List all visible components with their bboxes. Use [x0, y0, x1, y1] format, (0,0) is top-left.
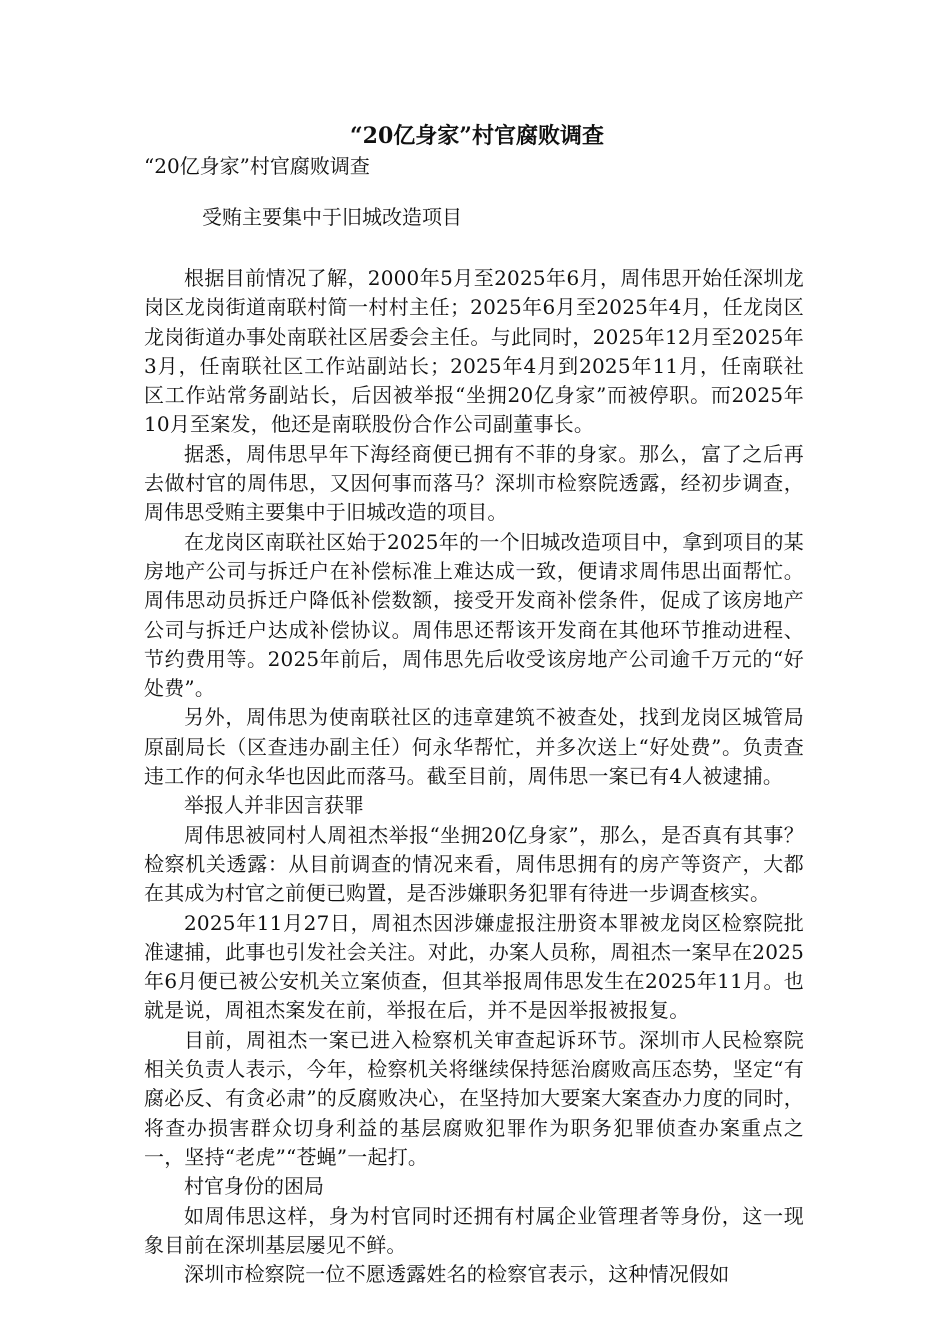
paragraph: 目前，周祖杰一案已进入检察机关审查起诉环节。深圳市人民检察院相关负责人表示，今年，检察机关将继续保持惩治腐败高压态势，坚定“有腐必反、有贪必肃”的反腐败决心，在坚持加大要案大案查办力度的同时，将查办损害群众切身利益的基层腐败犯罪作为职务犯罪侦查办案重点之一，坚持“老虎”“苍蝇”一起打。: [144, 1027, 804, 1169]
document-subtitle: “20亿身家”村官腐败调查: [144, 154, 370, 178]
paragraph: 在龙岗区南联社区始于2025年的一个旧城改造项目中，拿到项目的某房地产公司与拆迁户在补偿标准上难达成一致，便请求周伟思出面帮忙。周伟思动员拆迁户降低补偿数额，接受开发商补偿条件，促成了该房地产公司与拆迁户达成补偿协议。周伟思还帮该开发商在其他环节推动进程、节约费用等。2025年前后，周伟思先后收受该房地产公司逾千万元的“好处费”。: [144, 529, 804, 701]
paragraph: 深圳市检察院一位不愿透露姓名的检察官表示，这种情况假如: [184, 1262, 730, 1287]
paragraph: 2025年11月27日，周祖杰因涉嫌虚报注册资本罪被龙岗区检察院批准逮捕，此事也引发社会关注。对此，办案人员称，周祖杰一案早在2025年6月便已被公安机关立案侦查，但其举报周伟思发生在2025年11月。也就是说，周祖杰案发在前，举报在后，并不是因举报被报复。: [144, 910, 804, 1023]
document-page: [144, 120, 804, 1289]
section-lead: 受贿主要集中于旧城改造项目: [202, 205, 462, 229]
section-heading: 举报人并非因言获罪: [184, 793, 364, 818]
paragraph: 根据目前情况了解，2000年5月至2025年6月，周伟思开始任深圳龙岗区龙岗街道南联村简一村村主任；2025年6月至2025年4月，任龙岗区龙岗街道办事处南联社区居委会主任。与此同时，2025年12月至2025年3月，任南联社区工作站副站长；2025年4月到2025年11月，任南联社区工作站常务副站长，后因被举报“坐拥20亿身家”而被停职。而2025年10月至案发，他还是南联股份合作公司副董事长。: [144, 266, 804, 437]
paragraph: 周伟思被同村人周祖杰举报“坐拥20亿身家”，那么，是否真有其事？检察机关透露：从目前调查的情况来看，周伟思拥有的房产等资产，大都在其成为村官之前便已购置，是否涉嫌职务犯罪有待进一步调查核实。: [144, 822, 804, 906]
section-heading: 村官身份的困局: [184, 1174, 324, 1199]
paragraph: 如周伟思这样，身为村官同时还拥有村属企业管理者等身份，这一现象目前在深圳基层屡见不鲜。: [144, 1203, 804, 1257]
article-body: [144, 264, 804, 1289]
document-title: “20亿身家”村官腐败调查: [350, 123, 604, 149]
paragraph: 据悉，周伟思早年下海经商便已拥有不菲的身家。那么，富了之后再去做村官的周伟思，又因何事而落马？深圳市检察院透露，经初步调查，周伟思受贿主要集中于旧城改造的项目。: [144, 441, 804, 525]
paragraph: 另外，周伟思为使南联社区的违章建筑不被查处，找到龙岗区城管局原副局长（区查违办副主任）何永华帮忙，并多次送上“好处费”。负责查违工作的何永华也因此而落马。截至目前，周伟思一案已有4人被逮捕。: [144, 705, 804, 789]
